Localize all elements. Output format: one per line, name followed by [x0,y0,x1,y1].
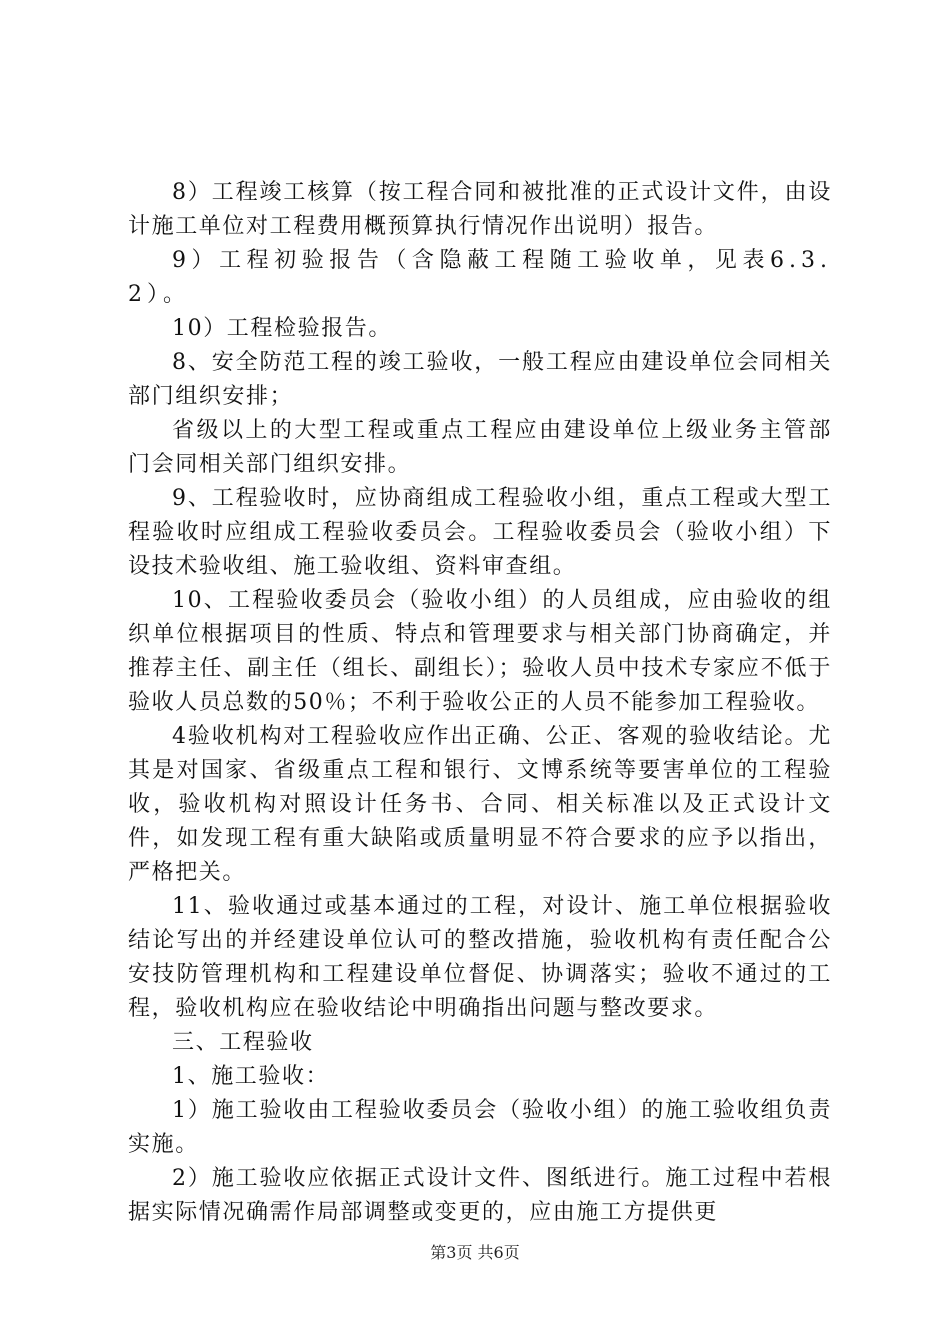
paragraph-1-construction-acceptance-group: 1）施工验收由工程验收委员会（验收小组）的施工验收组负责实施。 [128,1098,832,1157]
paragraph-10-inspection-report: 10）工程检验报告。 [172,316,392,341]
paragraph-4-acceptance-conclusion: 4验收机构对工程验收应作出正确、公正、客观的验收结论。尤其是对国家、省级重点工程和银行、文博系统等要害单位的工程验收，验收机构对照设计任务书、合同、相关标准以及正式设计文件，如发现工程有重大缺陷或质量明显不符合要求的应予以指出，严格把关。 [128,724,832,885]
paragraph-11-rectification: 11、验收通过或基本通过的工程，对设计、施工单位根据验收结论写出的并经建设单位认可的整改措施，验收机构有责任配合公安技防管理机构和工程建设单位督促、协调落实；验收不通过的工程，验收机构应在验收结论中明确指出问题与整改要求。 [128,894,832,1021]
paragraph-10-committee-members: 10、工程验收委员会（验收小组）的人员组成，应由验收的组织单位根据项目的性质、特点和管理要求与相关部门协商确定，并推荐主任、副主任（组长、副组长）；验收人员中技术专家应不低于验收人员总数的50％；不利于验收公正的人员不能参加工程验收。 [128,588,832,715]
paragraph-2-design-documents: 2）施工验收应依据正式设计文件、图纸进行。施工过程中若根据实际情况确需作局部调整或变更的，应由施工方提供更 [128,1166,832,1225]
section-heading-engineering-acceptance: 三、工程验收 [172,1030,314,1055]
page-number-footer: 第3页 共6页 [430,1243,520,1262]
paragraph-8-completion-acceptance: 8、安全防范工程的竣工验收，一般工程应由建设单位会同相关部门组织安排； [128,350,832,409]
paragraph-9-acceptance-group: 9、工程验收时，应协商组成工程验收小组，重点工程或大型工程验收时应组成工程验收委员会。工程验收委员会（验收小组）下设技术验收组、施工验收组、资料审查组。 [128,486,832,579]
paragraph-8-final-account: 8）工程竣工核算（按工程合同和被批准的正式设计文件，由设计施工单位对工程费用概预算执行情况作出说明）报告。 [128,180,832,239]
subheading-construction-acceptance: 1、施工验收： [172,1064,330,1089]
document-body [128,176,832,1230]
paragraph-provincial-projects: 省级以上的大型工程或重点工程应由建设单位上级业务主管部门会同相关部门组织安排。 [128,418,832,477]
paragraph-9-preliminary-report: 9）工程初验报告（含隐蔽工程随工验收单，见表6.3.2）。 [128,248,832,307]
